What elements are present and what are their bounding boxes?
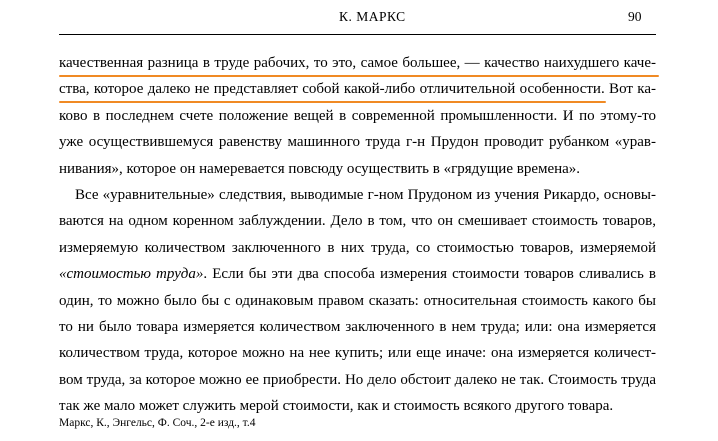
- text-line: ваются на одном коренном заблуждении. Дело в том, что он смешивает стоимость товаров,: [59, 213, 656, 230]
- body-text: [59, 50, 656, 419]
- text-line: ства, которое далеко не представляет собой какой-либо отличительной особенности. Вот ка-: [59, 81, 656, 98]
- text-line-italic-phrase: [59, 261, 656, 287]
- text-line: измеряемую количеством заключенного в них труда, со стоимостью товаров, измеряемой: [59, 239, 656, 256]
- page-number: 90: [628, 9, 642, 24]
- highlight-underline: [59, 101, 606, 103]
- text-line: уже осуществившемуся равенству машинного труда г-н Прудон проводит рубанком «урав-: [59, 134, 656, 151]
- text-line: нивания», которое он намеревается повсюду осуществить в «грядущие времена».: [59, 160, 581, 177]
- line-rest: . Если бы эти два способа измерения стоимости товаров сливались в: [203, 266, 656, 283]
- header-rule: [59, 34, 656, 35]
- text-line: количеством труда, которое можно на нее купить; или еще иначе: она измеряется количест-: [59, 345, 656, 362]
- footer-citation: Маркс, К., Энгельс, Ф. Соч., 2-е изд., т.4: [59, 417, 256, 429]
- text-line: один, то можно было бы с одинаковым правом сказать: относительная стоимость какого бы: [59, 292, 656, 309]
- text-line: то ни было товара измеряется количеством заключенного в нем труда; или: она измеряется: [59, 318, 656, 335]
- text-line: Все «уравнительные» следствия, выводимые г-ном Прудоном из учения Рикардо, основы-: [75, 186, 656, 203]
- running-title: К. МАРКС: [339, 9, 406, 24]
- text-line: качественная разница в труде рабочих, то это, самое большее, — качество наихудшего каче-: [59, 55, 656, 71]
- page-header: [0, 9, 718, 25]
- paragraph-1: [59, 50, 656, 182]
- text-line: ково в последнем счете положение вещей в современной промышленности. И по этому-то: [59, 107, 656, 124]
- text-line: так же мало может служить мерой стоимости, как и стоимость всякого другого товара.: [59, 398, 614, 415]
- paragraph-2: [59, 182, 656, 420]
- highlight-underline: [59, 75, 659, 77]
- text-line: вом труда, за которое можно ее приобрести. Но дело обстоит далеко не так. Стоимость труда: [59, 371, 656, 388]
- italic-phrase: «стоимостью труда»: [59, 266, 204, 283]
